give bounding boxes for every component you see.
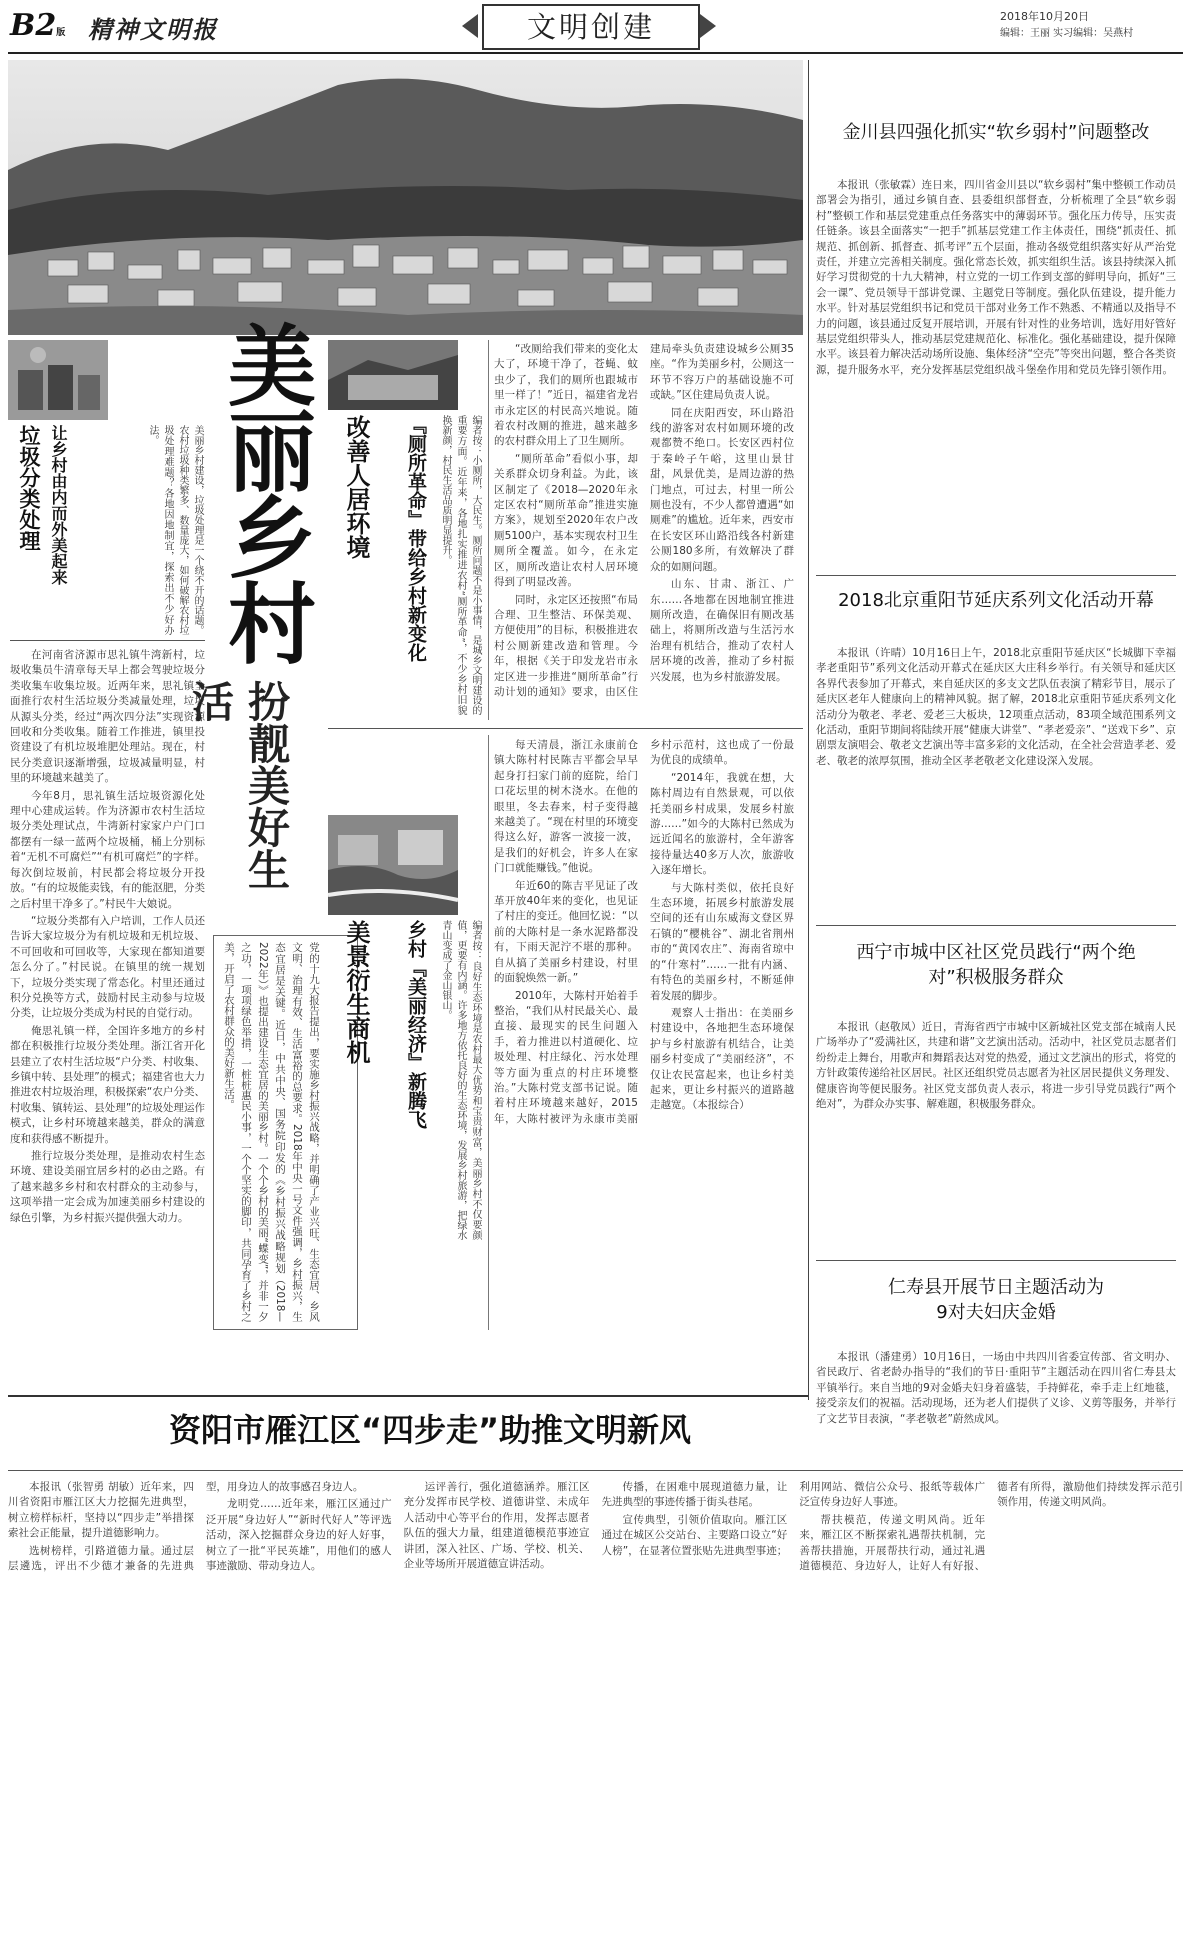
paragraph: 与大陈村类似，依托良好生态环境，拓展乡村旅游发展空间的还有山东威海文登区界石镇的“樱桃谷”、湖北省荆州市的“黄冈农庄”、海南省琼中的“什寒村”……一批有内涵、有特色的美丽乡村，不断延伸着发展的脚步。 — [650, 881, 794, 1002]
paragraph: 今年8月，思礼镇生活垃圾资源化处理中心建成运转。作为济源市农村生活垃圾分类处理试点，牛湾新村家家户户门口都摆有一绿一蓝两个垃圾桶，桶上分别标着“无机不可腐烂”“有机可腐烂”的字样。每次倒垃圾前，村民都会将垃圾分开投放。“有的垃圾能卖钱，有的能沤肥，分类之后村里干净多了。”村民牛大娘说。 — [10, 789, 205, 910]
trash-divider — [10, 640, 205, 641]
economy-deck: 编者按：良好生态环境是农村最大优势和宝贵财富，美丽乡村不仅要颜值，更要有内涵。许多地方依托良好的生态环境，发展乡村旅游，把绿水青山变成了金山银山。 — [440, 920, 481, 1240]
paragraph: “2014年，我就在想，大陈村周边有自然景观，可以依托美丽乡村成果，发展乡村旅游……”如今的大陈村已然成为远近闻名的旅游村，全年游客接待量达40多万人次，旅游收入逐年增长。 — [650, 771, 794, 877]
paragraph: 帮扶模范，传递文明风尚。近年来，雁江区不断探索礼遇帮扶机制，完善帮扶措施，开展帮扶行动，通过礼遇道德模范、身边好人，让好人有好报、德者有所得，激励他们持续发挥示范引领作用，传递文明风尚。 — [799, 1481, 1183, 1573]
paragraph: 龙明党……近年来，雁江区通过广泛开展“身边好人”“新时代好人”等评选活动，深入挖掘群众身边的好人好事，树立了一批“平民英雄”，用他们的感人事迹激励、带动身边人。 — [205, 1498, 392, 1573]
paragraph: 宣传典型，引领价值取向。雁江区通过在城区公交站台、主要路口设立“好人榜”，在显著位置张贴先进典型事迹；利用网站、微信公众号、报纸等载体广泛宣传身边好人事迹。 — [601, 1481, 986, 1557]
paragraph: 俺思礼镇一样，全国许多地方的乡村都在积极推行垃圾分类处理。浙江省开化县建立了农村生活垃圾“户分类、村收集、乡镇中转、县处理”的模式；福建省也大力推进农村垃圾治理，积极探索“农户分类、村收集、镇转运、县处理”的垃圾处理运作模式，让乡村环境越来越美，群众的满意度和获得感不断提升。 — [10, 1024, 205, 1145]
section-title: 文明创建 — [482, 4, 700, 50]
toilet-title-line2: 改善人居环境 — [342, 415, 370, 559]
bottom-body — [8, 1480, 1183, 1920]
toilet-divider — [488, 340, 489, 720]
paragraph: “厕所革命”看似小事，却关系群众切身利益。为此，该区制定了《2018—2020年永定区农村“厕所革命”推进实施方案》，规划至2020年农户改厕5100户，基本实现农村卫生厕所全覆盖。如今，在永定区，厕所改造让农村人居环境得到了明显改善。 — [494, 452, 638, 589]
paragraph: 传播，在困难中展现道德力量，让先进典型的事迹传播于街头巷尾。 — [601, 1481, 788, 1509]
trash-deck: 美丽乡村建设，垃圾处理是一个绕不开的话题。农村垃圾种类繁多、数量庞大，如何破解农村垃圾处理难题？各地因地制宜，探索出不少好办法。 — [147, 425, 203, 635]
economy-divider — [488, 735, 489, 1330]
bottom-title: 资阳市雁江区“四步走”助推文明新风 — [168, 1411, 692, 1449]
editors-line: 编辑：王丽 实习编辑：吴燕村 — [1000, 28, 1134, 39]
sidebar-item-beijing — [816, 588, 1176, 613]
sidebar-rule — [816, 925, 1176, 926]
feature-intro: 党的十九大报告提出，要实施乡村振兴战略，并明确了产业兴旺、生态宜居、乡风文明、治理有效、生活富裕的总要求。2018年中央一号文件强调，乡村振兴，生态宜居是关键。近日，中共中央、国务院印发的《乡村振兴战略规划（2018—2022年）》也提出建设生态宜居的美丽乡村。一个个乡村的美丽“蝶变”，并非一夕之功，一项项绿色举措，一桩桩惠民小事，一个个坚实的脚印，共同孕育了乡村之美，开启了农村群众的美好新生活。 — [223, 942, 320, 1322]
sidebar-item-renshou — [816, 1275, 1176, 1325]
sidebar-title: 2018北京重阳节延庆系列文化活动开幕 — [838, 590, 1154, 611]
sidebar-body-renshou: 本报讯（潘建勇）10月16日，一场由中共四川省委宣传部、省文明办、省民政厅、省老龄办指导的“我们的节日·重阳节”主题活动在四川省仁寿县太平镇举行。来自当地的9对金婚夫妇身着盛装，手持鲜花，牵手走上红地毯，接受亲友们的祝福。活动现场，还为老人们提供了义诊、义剪等服务，并举行了文艺节目表演，“孝老敬老”蔚然成风。 — [816, 1351, 1176, 1425]
paragraph: 观察人士指出：在美丽乡村建设中，各地把生态环境保护与乡村旅游有机结合，让美丽乡村变成了“美丽经济”，不仅让农民富起来，也让乡村美起来，更让乡村振兴的道路越走越宽。（本报综合） — [650, 1006, 794, 1112]
trash-body — [10, 648, 205, 1598]
sidebar-item-jinchuan — [816, 120, 1176, 145]
economy-body — [494, 738, 794, 1330]
ribbon-left — [462, 14, 478, 38]
trash-kicker: 让乡村由内而外美起来 — [49, 425, 68, 585]
paragraph: 山东、甘肃、浙江、广东……各地都在因地制宜推进厕所改造，在确保旧有厕改基础上，将厕所改造与生活污水治理有机结合，推动了农村人居环境的改善，推动了乡村振兴发展，也为乡村旅游发展。 — [650, 578, 794, 683]
sidebar-divider — [808, 60, 809, 1400]
feature-intro-box — [213, 935, 358, 1330]
toilet-title-line1: 『厕所革命』带给乡村新变化 — [405, 415, 427, 662]
bottom-rule — [8, 1395, 808, 1397]
paragraph: 2010年，大陈村开始着手整治，“我们从村民最关心、最直接、最现实的民生问题入手，着力推进以村道硬化、垃圾处理、村庄绿化、污水处理等方面为重点的村庄环境整治。”大陈村党支部书记说。随着村庄环境越来越好，2015年，大陈村被评为永康市美丽乡村示范村，这也成了一份最为优良的成绩单。 — [494, 739, 794, 1125]
toilet-photo — [328, 340, 458, 410]
sidebar-rule — [816, 575, 1176, 576]
feature-title-sub: 扮靓美好生活 — [186, 680, 291, 890]
village-landscape-photo — [8, 60, 803, 335]
mid-divider — [328, 728, 803, 729]
masthead-rule — [8, 52, 1183, 54]
paragraph: 选树榜样，引路道德力量。通过层层遴选，评出不少德才兼备的先进典型，用身边人的故事感召身边人。 — [8, 1481, 364, 1573]
toilet-deck: 编者按：小厕所，大民生。厕所问题不是小事情，是城乡文明建设的重要方面。近年来，各地扎实推进农村“厕所革命”，不少乡村旧貌换新颜，村民生活品质明显提升。 — [440, 415, 481, 715]
trash-sorting-photo — [8, 340, 108, 420]
sidebar-body-beijing: 本报讯（许晴）10月16日上午，2018北京重阳节延庆区“长城脚下幸福孝老重阳节”系列文化活动开幕式在延庆区大庄科乡举行。有关领导和延庆区各界代表参加了开幕式，来自延庆区的多支文艺队伍表演了精彩节目，展示了延庆区老年人健康向上的精神风貌。据了解，2018北京重阳节延庆系列文化活动分为敬老、孝老、爱老三大板块，12项重点活动，83项全域范围系列文化活动，重阳节期间将陆续开展“健康大讲堂”、“孝老爱亲”、“送戏下乡”、京剧票友演唱会、敬老文艺演出等丰富多彩的文化活动，在全社会营造孝老、爱老、敬老的浓厚氛围，推动全区孝老敬老文化建设深入发展。 — [816, 647, 1176, 767]
paragraph: 同在庆阳西安，环山路沿线的游客对农村如厕环境的改观都赞不绝口。长安区西村位于秦岭子午峪，这里山景甘甜，风景优美，是周边游的热门地点，可过去，村里一所公厕也没有，不少人都曾遭遇“如厕难”的尴尬。近年来，西安市在长安区环山路沿线各村新建公厕180多所，有效解决了群众的如厕问题。 — [650, 406, 794, 573]
river-village-photo — [328, 815, 458, 915]
issue-date: 2018年10月20日 — [1000, 10, 1089, 23]
sidebar-title: 仁寿县开展节日主题活动为9对夫妇庆金婚 — [888, 1277, 1104, 1323]
toilet-body — [494, 342, 794, 717]
sidebar-title: 西宁市城中区社区党员践行“两个绝对”积极服务群众 — [856, 942, 1136, 988]
paragraph: “垃圾分类都有入户培训，工作人员还告诉大家垃圾分为有机垃圾和无机垃圾、不可回收和可回收等，大家现在都知道要怎么分了。”村民说。在镇里的统一规划下，垃圾分类实现了常态化。村里还通过积分兑换等方式，鼓励村民主动参与垃圾分类，让垃圾分类成为村民的自觉行动。 — [10, 914, 205, 1020]
bottom-title-rule — [8, 1470, 1183, 1471]
paragraph: “改厕给我们带来的变化太大了，环境干净了，苍蝇、蚊虫少了，我们的厕所也跟城市里一样了！”近日，福建省龙岩市永定区的村民高兴地说。随着农村改厕的推进，越来越多的农村群众用上了卫生厕所。 — [494, 343, 638, 448]
paragraph: 年近60的陈吉平见证了改革开放40年来的变化，也见证了村庄的变迁。他回忆说：“以前的大陈村是一条水泥路都没有，下雨天泥泞不堪的那种。自从搞了美丽乡村建设，村里的面貌焕然一新。” — [494, 879, 638, 985]
feature-title-big: 美丽乡村 — [214, 320, 318, 664]
page-number: B2版 — [10, 8, 66, 43]
paragraph: 推行垃圾分类处理，是推动农村生态环境、建设美丽宜居乡村的必由之路。有了越来越多乡村和农村群众的主动参与，这项举措一定会成为加速美丽乡村建设的绿色引擎，为乡村振兴提供强大动力。 — [10, 1150, 205, 1224]
paragraph: 每天清晨，浙江永康前仓镇大陈村村民陈吉平都会早早起身打扫家门前的庭院，给门口花坛里的树木浇水。在他的眼里，冬去春来，村子变得越来越美了。“现在村里的环境变得这么好，游客一波接一波，是我们的好机会，许多人在家门口就能赚钱。”他说。 — [494, 739, 638, 875]
paper-name: 精神文明报 — [88, 15, 218, 44]
sidebar-item-xining — [816, 940, 1176, 990]
trash-title: 垃圾分类处理 — [17, 425, 41, 551]
paragraph: 同时，永定区还按照“布局合理、卫生整洁、环保美观、方便使用”的目标，积极推进农村公厕新建改造和管理。今年，根据《关于印发龙岩市永定区进一步推进“厕所革命”行动计划的通知》要求，由区住建局牵头负责建设城乡公厕35座。“作为美丽乡村，公厕这一环节不容万户的基础设施不可或缺。”区住建局负责人说。 — [494, 343, 794, 698]
paragraph: 运评善行，强化道德涵养。雁江区充分发挥市民学校、道德讲堂、未成年人活动中心等平台的作用，发挥志愿者队伍的强大力量，组建道德模范事迹宣讲团，深入社区、广场、学校、机关、企业等场所开展道德宣讲活动。 — [403, 1481, 590, 1571]
sidebar-rule — [816, 1260, 1176, 1261]
sidebar-body-xining: 本报讯（赵敬凤）近日，青海省西宁市城中区新城社区党支部在城南人民广场举办了“爱满社区，共建和谐”文艺演出活动。活动中，社区党员志愿者们纷纷走上舞台，用歌声和舞蹈表达对党的热爱，通过文艺演出的形式，将党的方针政策传递给社区居民。社区还组织党员志愿者为社区居民提供义务理发、健康咨询等便民服务。社区党支部负责人表示，将进一步引导党员践行“两个绝对”，为群众办实事、解难题，积极服务群众。 — [816, 1021, 1176, 1111]
ribbon-right — [700, 14, 716, 38]
sidebar-title: 金川县四强化抓实“软乡弱村”问题整改 — [842, 122, 1150, 143]
economy-title-line2: 美景衍生商机 — [342, 920, 370, 1064]
sidebar-body-jinchuan: 本报讯（张敏霖）连日来，四川省金川县以“软乡弱村”集中整顿工作动员部署会为指引，通过乡镇自查、县委组织部督查，分析梳理了全县“软乡弱村”整顿工作和基层党建重点任务落实中的薄弱环节。强化压力传导，压实责任链条。该县全面落实“一把手”抓基层党建工作主体责任，围绕“抓责任、抓规范、抓创新、抓督查、抓考评”五个层面，推动各级党组织落实好从严治党责任，并建立完善相关制度。强化常态长效，抓实组织生活。该县持续深入抓好学习贯彻党的十九大精神，村立党的一切工作到支部的鲜明导向，抓好“三会一课”、党员领导干部讲党课、主题党日等制度。强化队伍建设，提升能力水平。针对基层党组织书记和党员干部对业务工作不熟悉、不精通以及指导不力的问题，该县通过反复开展培训，开展有针对性的业务培训，选好用好管好基层党组织带头人，推动基层党建规范化、标准化。强化基础建设，提升保障水平。该县着力解决活动场所设施、集体经济“空壳”等突出问题，整合各类资源，提升服务水平，充分发挥基层党组织战斗堡垒作用和党员先锋引领作用。 — [816, 179, 1176, 376]
economy-title-line1: 乡村『美丽经济』新腾飞 — [405, 920, 427, 1129]
paragraph: 本报讯（张智勇 胡敏）近年来，四川省资阳市雁江区大力挖掘先进典型，树立榜样标杆，坚持以“四步走”举措探索社会正能量，提升道德影响力。 — [8, 1481, 194, 1540]
paragraph: 在河南省济源市思礼镇牛湾新村，垃圾收集员牛清章每天早上都会驾驶垃圾分类收集车收集垃圾。近两年来，思礼镇全面推行农村生活垃圾分类减量处理，垃圾从源头分类，经过“两次四分法”实现资源回收和分类收集。随着工作推进，镇里投资建设了有机垃圾堆肥处理站。现在，村民分类意识逐渐增强，垃圾减量明显，村里的环境越来越美了。 — [10, 649, 205, 785]
